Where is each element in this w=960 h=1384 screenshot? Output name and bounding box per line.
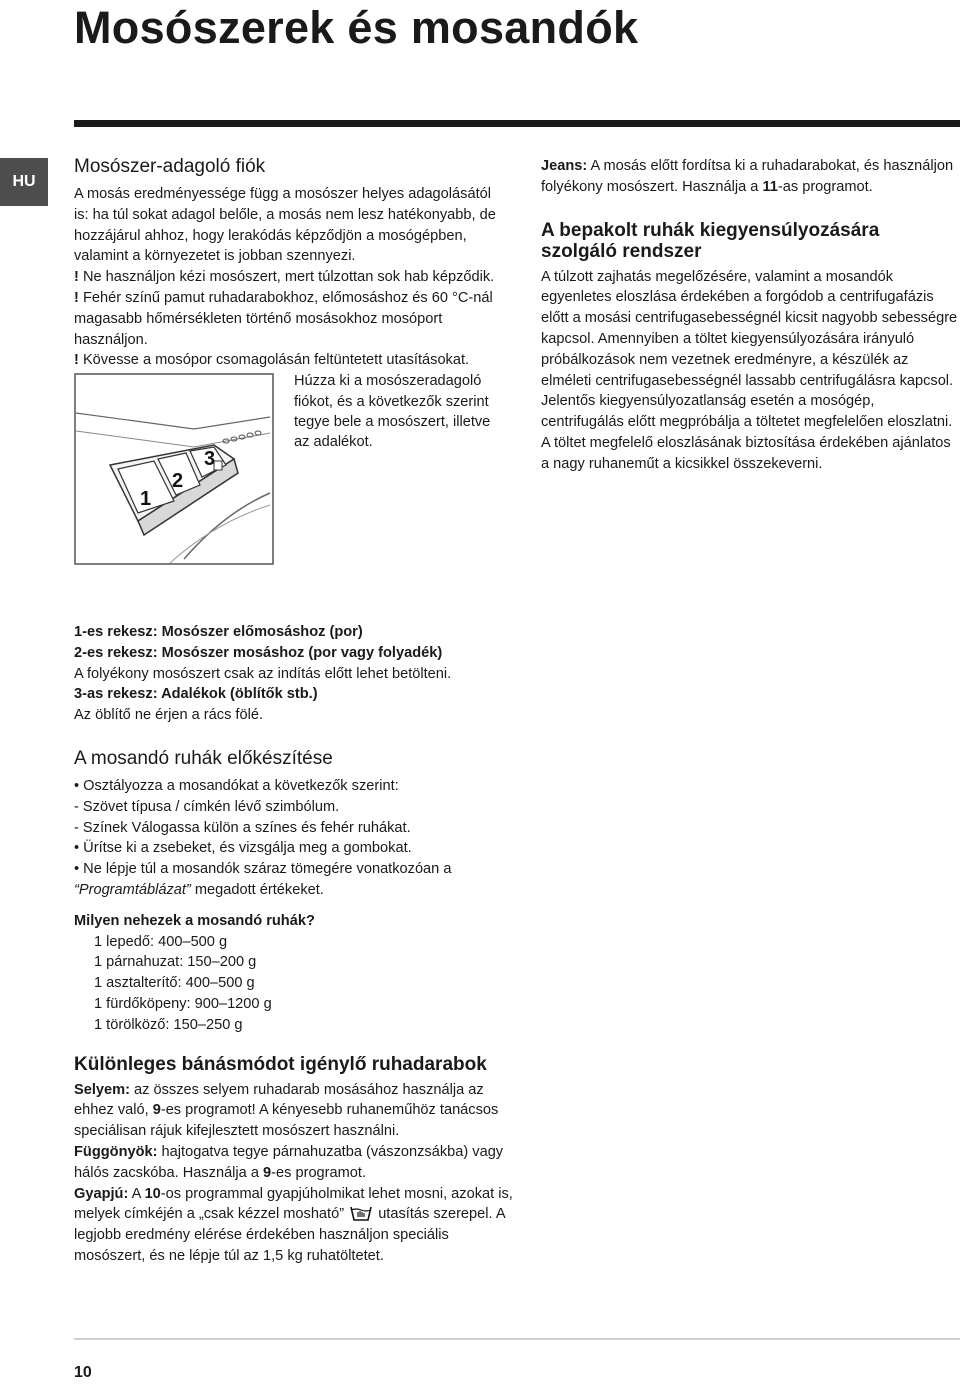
jeans-paragraph: Jeans: A mosás előtt fordítsa ki a ruhadarabokat, és használjon folyékony mosószert. Használja a 11-as programot. [541, 158, 954, 195]
compartment-3-note: Az öblítő ne érjen a rács fölé. [74, 707, 264, 724]
special-heading: Különleges bánásmódot igénylő ruhadarabok [74, 1053, 487, 1075]
prep-heading: A mosandó ruhák előkészítése [74, 747, 333, 769]
warning-mark: ! [74, 289, 79, 306]
figure-caption: Húzza ki a mosószeradagoló fiókot, és a következők szerint tegye bele a mosószert, illetve az adalékot. [294, 373, 491, 451]
balance-heading: A bepakolt ruhák kiegyensúlyozására szolgáló rendszer [541, 219, 880, 262]
dispenser-drawer-illustration [74, 373, 274, 565]
warning-mark: ! [74, 352, 79, 369]
compartment-label-2: 2 [172, 470, 184, 493]
list-item: - Szövet típusa / címkén lévő szimbólum. [74, 798, 340, 815]
compartment-3-label: 3-as rekesz: Adalékok (öblítők stb.) [74, 686, 318, 703]
footer-rule [74, 1338, 960, 1340]
list-item: • Ne lépje túl a mosandók száraz tömegére vonatkozóan a “Programtáblázat” megadott értékeket. [74, 861, 452, 898]
wool-paragraph: Gyapjú: A 10-os programmal gyapjúholmikat lehet mosni, azokat is, melyek címkéjén a „csak kézzel mosható” utasítás szerepel. A legjobb eredmény elérése érdekében használjon speciális mosószert, és ne lépje túl az 1,5 kg ruhatöltetet. [74, 1185, 513, 1264]
list-item: - Színek Válogassa külön a színes és fehér ruhákat. [74, 819, 411, 836]
silk-paragraph: Selyem: az összes selyem ruhadarab mosásához használja az ehhez való, 9-es programot! A kényesebb ruhaneműhöz tanácsos speciálisan rájuk kifejlesztett mosószert használni. [74, 1081, 499, 1140]
left-bottom-section [74, 622, 514, 1267]
language-tab: HU [0, 158, 48, 206]
warning-item: ! Fehér színű pamut ruhadarabokhoz, előmosáshoz és 60 °C-nál magasabb hőmérsékleten történő mosásokhoz mosóport használjon. [74, 289, 493, 348]
compartment-1-label: 1-es rekesz: Mosószer előmosáshoz (por) [74, 624, 363, 640]
list-item: 1 törölköző: 150–250 g [94, 1016, 243, 1033]
compartment-label-3: 3 [204, 448, 216, 471]
dispenser-intro: A mosás eredményessége függ a mosószer helyes adagolásától is: ha túl sokat adagol belőle, a mosás nem lesz hatékonyabb, de hozzájárul ahhoz, hogy lerakódás képződjön a mosógépben, valamint a környezetet is jobban szennyezi. [74, 186, 496, 265]
compartment-2-label: 2-es rekesz: Mosószer mosáshoz (por vagy folyadék) [74, 644, 443, 661]
title-rule [74, 120, 960, 127]
right-section [541, 156, 960, 475]
dispenser-figure [74, 371, 506, 567]
hand-wash-icon [350, 1205, 372, 1221]
list-item: • Ürítse ki a zsebeket, és vizsgálja meg a gombokat. [74, 840, 412, 857]
warning-item: ! Ne használjon kézi mosószert, mert túlzottan sok hab képződik. [74, 269, 495, 286]
list-item: 1 fürdőköpeny: 900–1200 g [94, 995, 272, 1012]
compartment-2-note: A folyékony mosószert csak az indítás előtt lehet betölteni. [74, 665, 452, 682]
balance-text: A túlzott zajhatás megelőzésére, valamint a mosandók egyenletes eloszlása érdekében a forgódob a centrifugafázis előtt a mosási centrifugasebességnél kicsit nagyobb sebességre kapcsol. Amennyiben a töltet kiegyensúlyozására irányuló próbálkozások nem vezetnek eredményre, a készülék az elméleti centrifugasebességnél lassabb centrifugálásra kapcsol. Jelentős kiegyensúlyozatlanság esetén a mosógép, centrifugálás előtt megpróbálja a töltetet megfelelően eloszlatni. A töltet megfelelő eloszlásának biztosítása érdekében ajánlatos a nagy ruhaneműt a kicsikkel összekeverni. [541, 268, 958, 472]
list-item: • Osztályozza a mosandókat a következők szerint: [74, 777, 399, 794]
page-number: 10 [74, 1364, 92, 1381]
dispenser-heading: Mosószer-adagoló fiók [74, 156, 266, 177]
page-title: Mosószerek és mosandók [74, 2, 639, 53]
dispenser-section [74, 156, 506, 567]
warning-mark: ! [74, 269, 79, 286]
list-item: 1 asztalterítő: 400–500 g [94, 975, 255, 992]
list-item: 1 párnahuzat: 150–200 g [94, 954, 257, 971]
list-item: 1 lepedő: 400–500 g [94, 933, 228, 950]
prep-list [74, 776, 514, 901]
warning-item: ! Kövesse a mosópor csomagolásán feltüntetett utasításokat. [74, 352, 470, 369]
curtains-paragraph: Függönyök: hajtogatva tegye párnahuzatba (vászonzsákba) vagy hálós zacskóba. Használja a 9-es programot. [74, 1143, 504, 1181]
compartment-label-1: 1 [140, 488, 152, 511]
weights-list [74, 932, 514, 1036]
weights-heading: Milyen nehezek a mosandó ruhák? [74, 912, 315, 929]
